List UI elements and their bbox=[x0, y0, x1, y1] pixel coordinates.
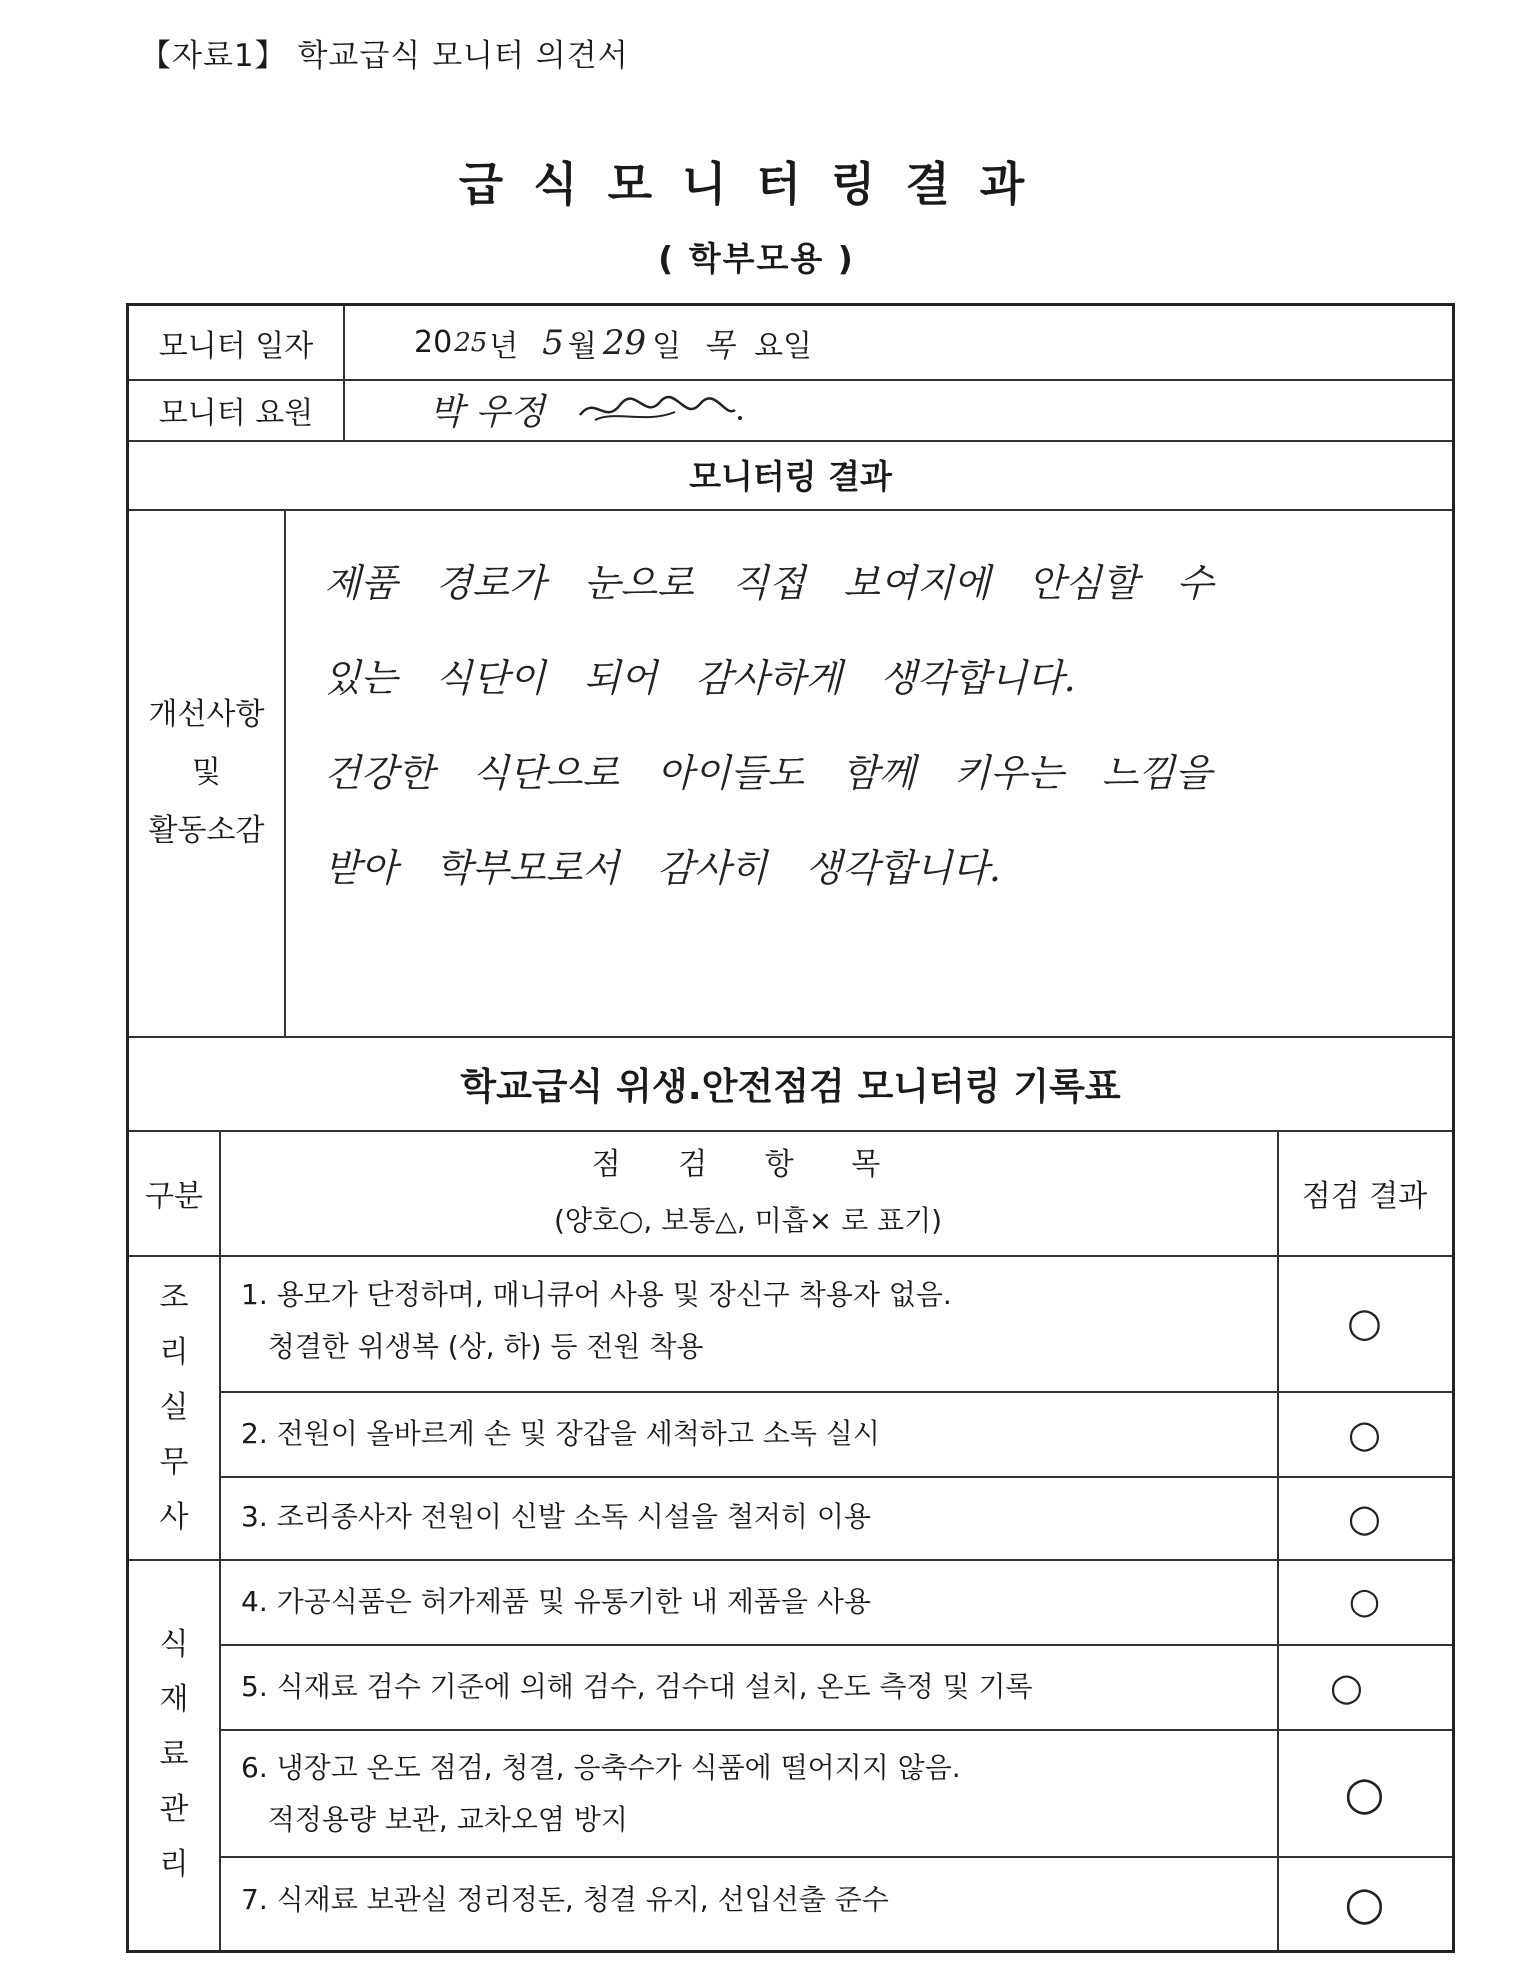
group-ingredient-char-3: 료 bbox=[159, 1737, 189, 1772]
col-header-result: 점검 결과 bbox=[1301, 1178, 1428, 1214]
result-label-line-3: 활동소감 bbox=[148, 812, 265, 848]
item-4-line-1: 4. 가공식품은 허가제품 및 유통기한 내 제품을 사용 bbox=[241, 1585, 871, 1618]
result-label-line-2: 및 bbox=[192, 754, 221, 790]
item-3-line-1: 3. 조리종사자 전원이 신발 소독 시설을 철저히 이용 bbox=[241, 1500, 871, 1533]
checklist-item-1 bbox=[241, 1269, 952, 1373]
date-year-handwritten: 25 bbox=[454, 327, 488, 358]
checklist-item-2 bbox=[241, 1408, 880, 1460]
result-comments[interactable] bbox=[324, 536, 1213, 916]
group-ingredient-char-1: 식 bbox=[159, 1627, 189, 1662]
item-1-line-1: 1. 용모가 단정하며, 매니큐어 사용 및 장신구 착용자 없음. bbox=[241, 1278, 952, 1311]
signature bbox=[575, 390, 745, 430]
item-6-line-1: 6. 냉장고 온도 점검, 청결, 응축수가 식품에 떨어지지 않음. bbox=[241, 1751, 961, 1784]
checklist-item-6 bbox=[241, 1742, 961, 1846]
group-cook-char-1: 조 bbox=[159, 1279, 189, 1315]
item-1-line-2: 청결한 위생복 (상, 하) 등 전원 착용 bbox=[241, 1330, 704, 1363]
group-cook-staff bbox=[129, 1255, 219, 1559]
checklist-item-7 bbox=[241, 1874, 889, 1926]
item-7-line-1: 7. 식재료 보관실 정리정돈, 청결 유지, 선입선출 준수 bbox=[241, 1883, 889, 1916]
group-ingredient-char-2: 재 bbox=[159, 1682, 189, 1717]
document-label: 【자료1】 학교급식 모니터 의견서 bbox=[140, 38, 629, 74]
page-subtitle: ( 학부모용 ) bbox=[658, 239, 855, 278]
checklist-item-4 bbox=[241, 1576, 871, 1628]
date-weekday-suffix: 요일 bbox=[754, 328, 813, 364]
date-weekday-handwritten: 목 bbox=[703, 325, 735, 364]
item-6-line-2: 적정용량 보관, 교차오염 방지 bbox=[241, 1803, 628, 1836]
result-label bbox=[129, 509, 284, 1036]
result-mark-6[interactable]: ○ bbox=[1344, 1765, 1385, 1820]
comment-line-2: 있는 식단이 되어 감사하게 생각합니다. bbox=[324, 656, 1076, 700]
member-name: 박 우정 bbox=[429, 392, 545, 433]
checklist-item-3 bbox=[241, 1491, 871, 1543]
date-month-suffix: 월 bbox=[567, 328, 597, 364]
member-label: 모니터 요원 bbox=[158, 395, 314, 431]
col-header-items-legend: (양호○, 보통△, 미흡× 로 표기) bbox=[553, 1203, 943, 1237]
date-day-handwritten: 29 bbox=[602, 322, 647, 363]
group-cook-char-5: 사 bbox=[159, 1499, 189, 1535]
group-cook-char-4: 무 bbox=[159, 1444, 189, 1480]
result-label-line-1: 개선사항 bbox=[148, 696, 265, 732]
date-day-suffix: 일 bbox=[652, 328, 682, 364]
result-mark-5[interactable]: ○ bbox=[1329, 1664, 1364, 1709]
col-header-items bbox=[219, 1130, 1277, 1255]
comment-line-3: 건강한 식단으로 아이들도 함께 키우는 느낌을 bbox=[324, 751, 1212, 795]
item-5-line-1: 5. 식재료 검수 기준에 의해 검수, 검수대 설치, 온도 측정 및 기록 bbox=[241, 1670, 1033, 1703]
date-month-handwritten: 5 bbox=[542, 322, 564, 363]
member-name-field[interactable] bbox=[429, 379, 1129, 440]
date-year-suffix: 년 bbox=[489, 328, 519, 364]
date-label: 모니터 일자 bbox=[158, 328, 314, 364]
group-ingredient-char-5: 리 bbox=[159, 1847, 189, 1882]
date-field[interactable] bbox=[414, 306, 1414, 379]
col-header-category: 구분 bbox=[145, 1178, 203, 1214]
checklist-item-5 bbox=[241, 1661, 1033, 1713]
result-mark-4[interactable]: ○ bbox=[1348, 1581, 1381, 1622]
group-cook-char-3: 실 bbox=[159, 1389, 189, 1425]
date-year-prefix: 20 bbox=[414, 325, 453, 360]
page-title: 급식모니터링결과 bbox=[458, 157, 1055, 211]
form-frame bbox=[126, 303, 1455, 1953]
col-header-items-title: 점 검 항 목 bbox=[591, 1146, 905, 1182]
comment-line-1: 제품 경로가 눈으로 직접 보여지에 안심할 수 bbox=[324, 561, 1214, 605]
result-mark-2[interactable]: ○ bbox=[1347, 1411, 1382, 1456]
checklist-title: 학교급식 위생.안전점검 모니터링 기록표 bbox=[460, 1065, 1121, 1108]
comment-line-4: 받아 학부모로서 감사히 생각합니다. bbox=[324, 846, 1001, 890]
result-mark-3[interactable]: ○ bbox=[1347, 1495, 1382, 1540]
group-ingredient-char-4: 관 bbox=[159, 1792, 189, 1827]
item-2-line-1: 2. 전원이 올바르게 손 및 장갑을 세척하고 소독 실시 bbox=[241, 1417, 880, 1450]
group-ingredient-management bbox=[129, 1559, 219, 1950]
result-mark-1[interactable]: ○ bbox=[1347, 1300, 1382, 1346]
group-cook-char-2: 리 bbox=[159, 1334, 189, 1370]
result-mark-7[interactable]: ○ bbox=[1344, 1876, 1385, 1930]
result-header: 모니터링 결과 bbox=[689, 457, 892, 496]
